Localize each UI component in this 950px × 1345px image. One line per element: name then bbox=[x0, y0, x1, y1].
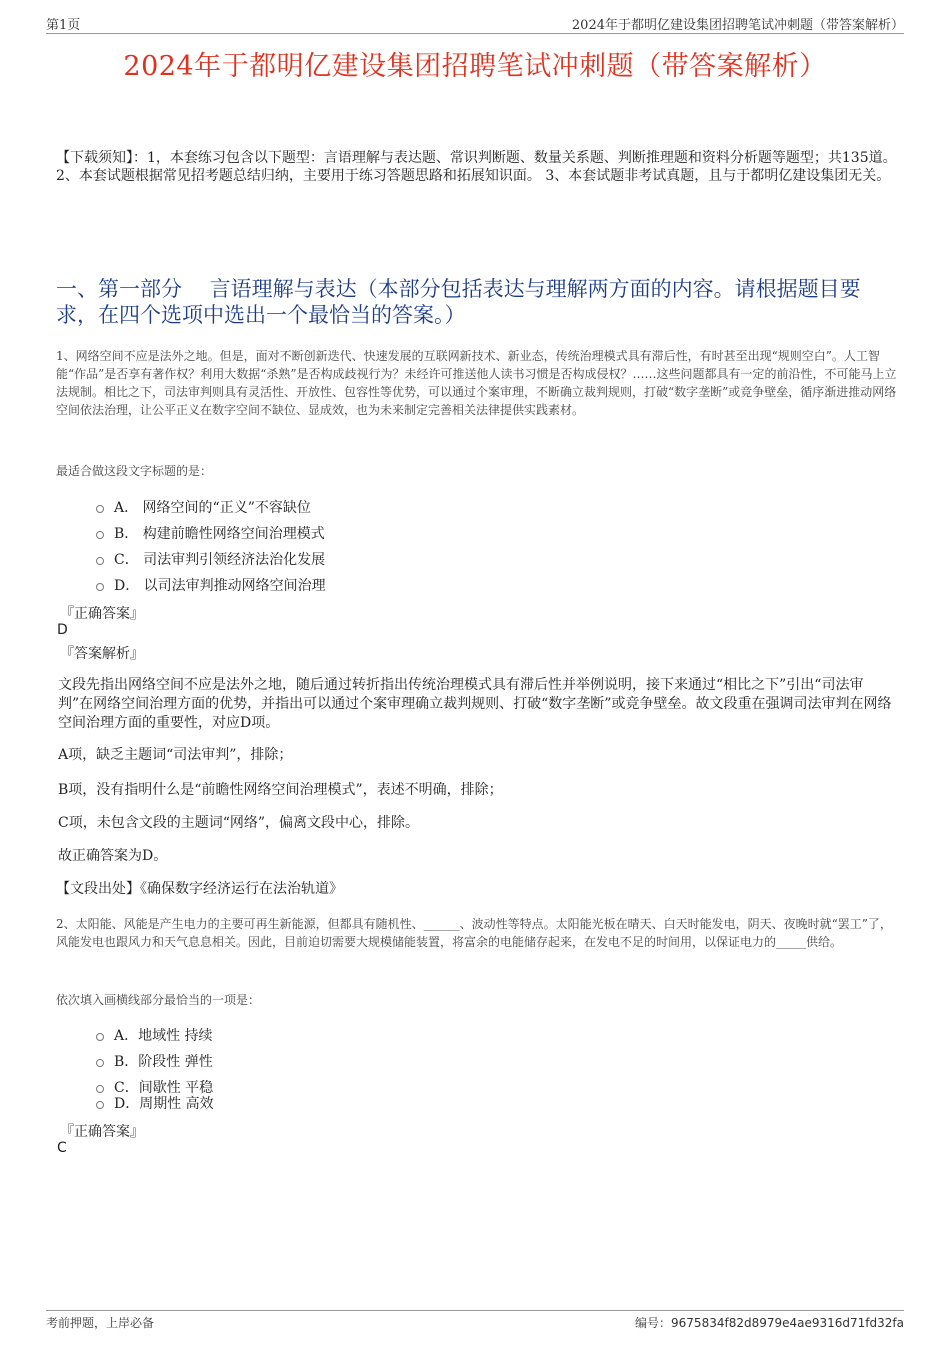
question-2-option-b[interactable] bbox=[96, 1051, 213, 1071]
section-title: 一、第一部分 言语理解与表达（本部分包括表达与理解两方面的内容。请根据题目要求，在四个选项中选出一个最恰当的答案。） bbox=[56, 277, 861, 327]
radio-icon[interactable] bbox=[96, 531, 104, 539]
question-1-conclusion: 故正确答案为D。 bbox=[58, 848, 168, 864]
question-2-option-a[interactable] bbox=[96, 1025, 213, 1045]
option-label: D．周期性 高效 bbox=[114, 1096, 214, 1112]
question-1-analysis-main: 文段先指出网络空间不应是法外之地，随后通过转折指出传统治理模式具有滞后性并举例说明，接下来通过“相比之下”引出“司法审判”在网络空间治理方面的优势，并指出可以通过个案审理确立裁判规则、打破“数字垄断”或竞争壁垒。故文段重在强调司法审判在网络空间治理方面的重要性，对应D项。 bbox=[58, 677, 892, 731]
radio-icon[interactable] bbox=[96, 1033, 104, 1041]
footer-doc-id bbox=[635, 1314, 904, 1331]
option-label: C． 司法审判引领经济法治化发展 bbox=[114, 552, 326, 568]
radio-icon[interactable] bbox=[96, 583, 104, 591]
footer-divider bbox=[46, 1310, 904, 1311]
question-1-option-d[interactable] bbox=[96, 575, 326, 595]
option-label: D． 以司法审判推动网络空间治理 bbox=[114, 578, 326, 594]
radio-icon[interactable] bbox=[96, 1085, 104, 1093]
question-1-analysis-b: B项，没有指明什么是“前瞻性网络空间治理模式”，表述不明确，排除； bbox=[58, 782, 503, 798]
footer-id-value: 9675834f82d8979e4ae9316d71fd32fa bbox=[671, 1316, 904, 1330]
question-2-prompt: 依次填入画横线部分最恰当的一项是： bbox=[56, 993, 261, 1007]
question-1-analysis-c: C项，未包含文段的主题词“网络”，偏离文段中心，排除。 bbox=[58, 815, 420, 831]
header-doc-title: 2024年于都明亿建设集团招聘笔试冲刺题（带答案解析） bbox=[571, 18, 904, 33]
radio-icon[interactable] bbox=[96, 505, 104, 513]
question-1-source: 【文段出处】《确保数字经济运行在法治轨道》 bbox=[56, 881, 343, 897]
page-title: 2024年于都明亿建设集团招聘笔试冲刺题（带答案解析） bbox=[123, 51, 827, 82]
download-notice: 【下载须知】：1，本套练习包含以下题型：言语理解与表达题、常识判断题、数量关系题、判断推理题和资料分析题等题型；共135道。 2、本套试题根据常见招考题总结归纳，主要用于练习答题思路和拓展知识面。 3、本套试题非考试真题，且与于都明亿建设集团无关。 bbox=[56, 150, 897, 184]
option-label: A．地域性 持续 bbox=[114, 1028, 213, 1044]
question-1-prompt: 最适合做这段文字标题的是： bbox=[56, 464, 213, 478]
question-1-option-a[interactable] bbox=[96, 497, 311, 517]
option-label: B． 构建前瞻性网络空间治理模式 bbox=[114, 526, 325, 542]
option-label: C．间歇性 平稳 bbox=[114, 1080, 214, 1096]
page-number: 第1页 bbox=[46, 18, 81, 33]
radio-icon[interactable] bbox=[96, 1101, 104, 1109]
header-divider bbox=[46, 33, 904, 34]
question-1-analysis-label: 『答案解析』 bbox=[60, 646, 144, 662]
question-2-text: 2、太阳能、风能是产生电力的主要可再生新能源，但都具有随机性、______、波动性等特点。太阳能光板在晴天、白天时能发电，阴天、夜晚时就“罢工”了，风能发电也跟风力和天气息息相关。因此，目前迫切需要大规模储能装置，将富余的电能储存起来，在发电不足的时间用，以保证电力的_____供给。 bbox=[56, 917, 892, 949]
question-1-option-c[interactable] bbox=[96, 549, 325, 569]
radio-icon[interactable] bbox=[96, 1059, 104, 1067]
question-1-answer: D bbox=[57, 622, 68, 638]
question-2-option-d[interactable] bbox=[96, 1093, 214, 1113]
footer-slogan: 考前押题，上岸必备 bbox=[46, 1316, 155, 1330]
question-1-answer-label: 『正确答案』 bbox=[60, 606, 144, 622]
question-1-text: 1、网络空间不应是法外之地。但是，面对不断创新迭代、快速发展的互联网新技术、新业态，传统治理模式具有滞后性，有时甚至出现“规则空白”。人工智能“作品”是否享有著作权？利用大数据“杀熟”是否构成歧视行为？未经许可推送他人读书习惯是否构成侵权？……这些问题都具有一定的前沿性，不可能马上立法规制。相比之下，司法审判则具有灵活性、开放性、包容性等优势，可以通过个案审理，不断确立裁判规则，打破“数字垄断”或竞争壁垒，循序渐进推动网络空间依法治理，让公平正义在数字空间不缺位、显成效，也为未来制定完善相关法律提供实践素材。 bbox=[56, 349, 897, 417]
option-label: B．阶段性 弹性 bbox=[114, 1054, 213, 1070]
question-2-answer-label: 『正确答案』 bbox=[60, 1124, 144, 1140]
question-2-answer: C bbox=[57, 1140, 67, 1156]
question-1-analysis-a: A项，缺乏主题词“司法审判”，排除； bbox=[58, 747, 293, 763]
footer-id-label: 编号： bbox=[635, 1316, 672, 1330]
option-label: A． 网络空间的“正义”不容缺位 bbox=[114, 500, 311, 516]
radio-icon[interactable] bbox=[96, 557, 104, 565]
question-1-option-b[interactable] bbox=[96, 523, 325, 543]
